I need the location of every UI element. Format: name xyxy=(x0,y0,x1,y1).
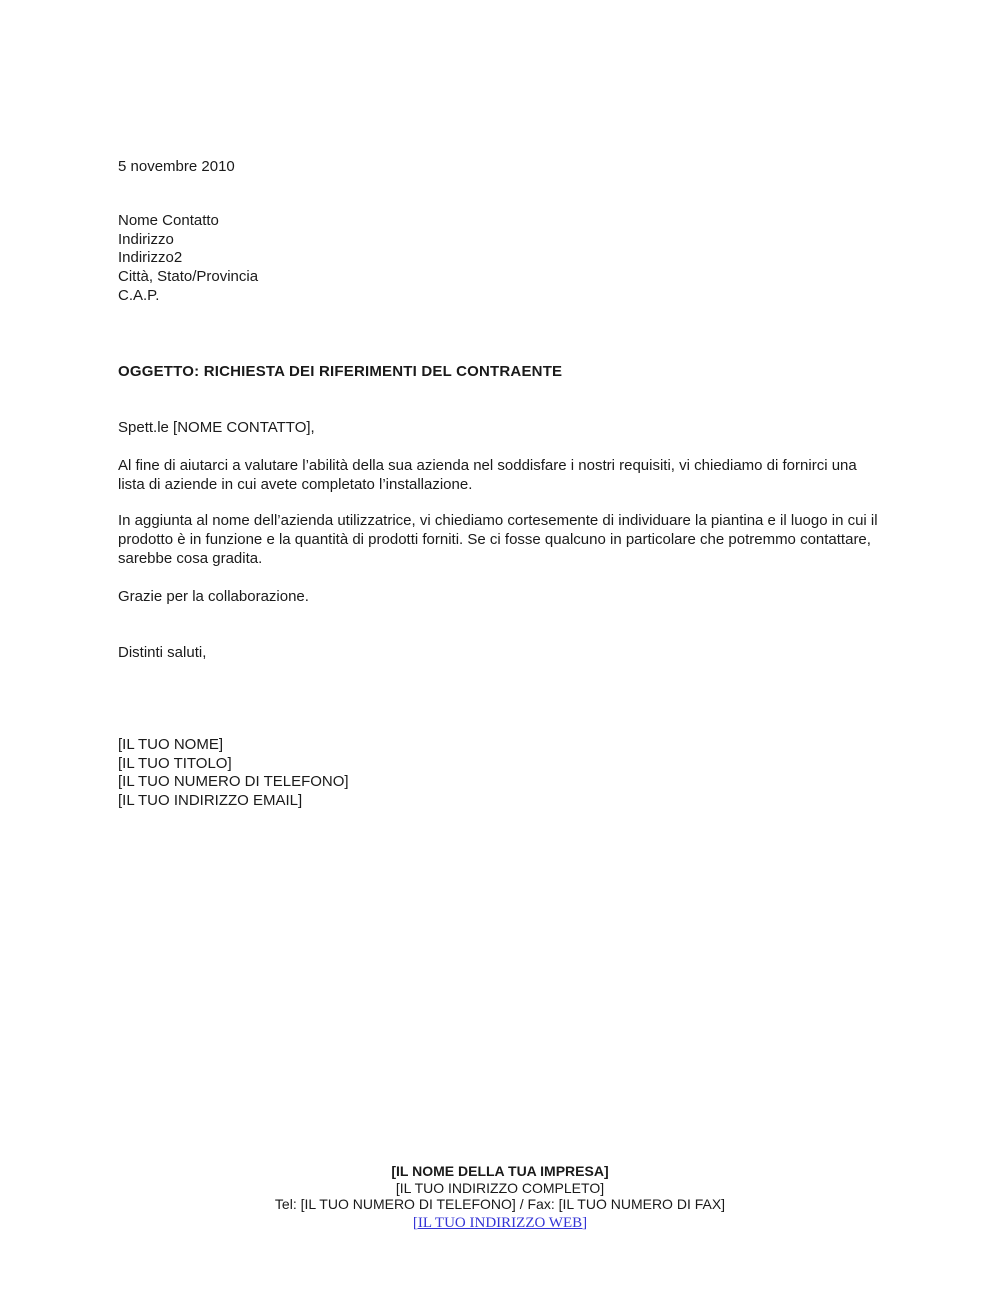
recipient-postal-code: C.A.P. xyxy=(118,286,160,304)
recipient-address1: Indirizzo xyxy=(118,230,174,248)
footer-company-address: [IL TUO INDIRIZZO COMPLETO] xyxy=(395,1179,605,1196)
recipient-name: Nome Contatto xyxy=(118,212,219,229)
closing-salutation: Distinti saluti, xyxy=(118,644,207,661)
signature-name: [IL TUO NOME] xyxy=(118,736,224,753)
recipient-address-block xyxy=(118,212,258,306)
signature-title: [IL TUO TITOLO] xyxy=(118,754,232,772)
subject-line: OGGETTO: RICHIESTA DEI RIFERIMENTI DEL CONTRAENTE xyxy=(118,363,563,380)
footer-company-name: [IL NOME DELLA TUA IMPRESA] xyxy=(391,1163,609,1179)
signature-block xyxy=(118,736,349,811)
letter-footer xyxy=(0,1163,1000,1231)
salutation: Spett.le [NOME CONTATTO], xyxy=(118,419,315,436)
body-thanks-line: Grazie per la collaborazione. xyxy=(118,588,309,605)
signature-email: [IL TUO INDIRIZZO EMAIL] xyxy=(118,792,303,810)
body-paragraph-2: In aggiunta al nome dell’azienda utilizzatrice, vi chiediamo cortesemente di individuare la piantina e il luogo in cui il prodotto è in funzione e la quantità di prodotti forniti. Se ci fosse qualcuno in particolare che potremmo contattare, sarebbe cosa gradita. xyxy=(118,512,878,567)
recipient-address2: Indirizzo2 xyxy=(118,249,183,267)
recipient-city-state: Città, Stato/Provincia xyxy=(118,268,259,286)
footer-tel-fax: Tel: [IL TUO NUMERO DI TELEFONO] / Fax: [IL TUO NUMERO DI FAX] xyxy=(274,1196,726,1212)
letter-date: 5 novembre 2010 xyxy=(118,158,235,175)
signature-phone: [IL TUO NUMERO DI TELEFONO] xyxy=(118,773,349,791)
body-paragraph-1: Al fine di aiutarci a valutare l’abilità della sua azienda nel soddisfare i nostri requisiti, vi chiediamo di fornirci una lista di aziende in cui avete completato l’installazione. xyxy=(118,457,857,493)
footer-website-link[interactable]: [IL TUO INDIRIZZO WEB] xyxy=(412,1214,588,1231)
